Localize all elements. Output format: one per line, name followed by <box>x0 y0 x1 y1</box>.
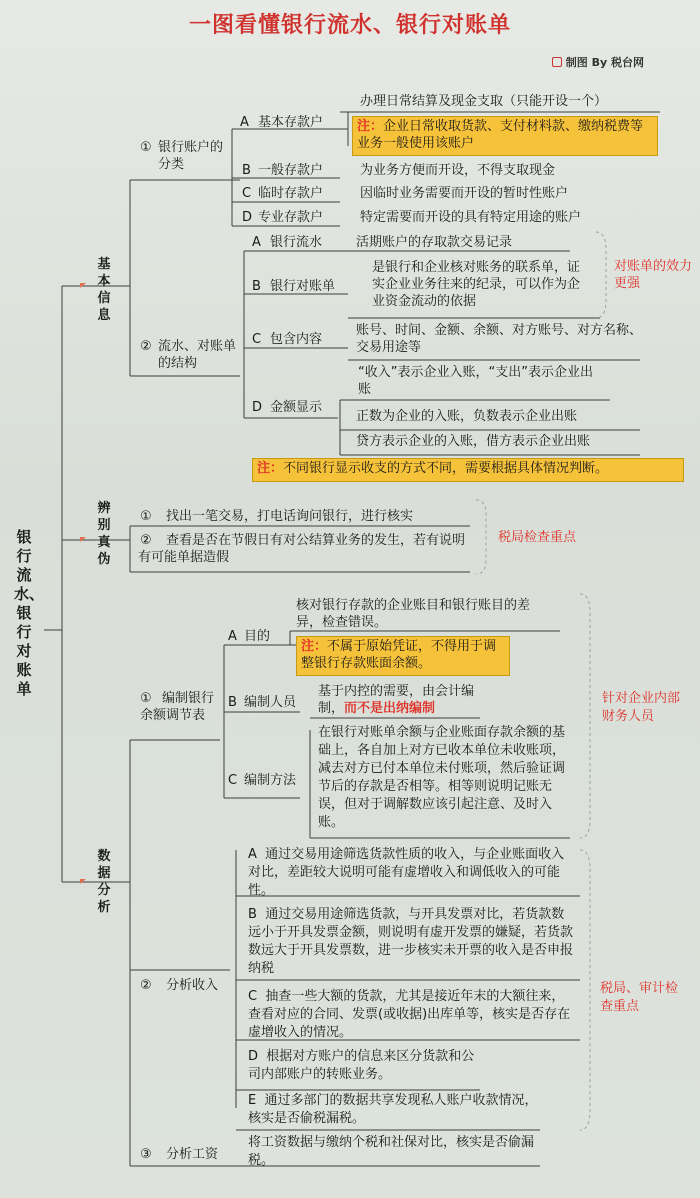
node-bank-statement: 银行对账单 <box>270 279 336 294</box>
desc-preparer-text: 基于内控的需要，由会计编制， <box>318 684 475 716</box>
desc-salary: 将工资数据与缴纳个税和社保对比，核实是否偷漏税。 <box>248 1135 535 1168</box>
income-item-b-text: 通过交易用途筛选货款，与开具发票对比，若货款数远小于开具发票金额，则说明有虚开发票的嫌疑，若货款数远大于开具发票数，进一步核实未开票的收入是否申报纳税 <box>248 907 574 976</box>
desc-basic-account: 办理日常结算及现金支取（只能开设一个） <box>360 94 608 109</box>
desc-preparer <box>318 683 498 717</box>
node-amount-display: 金额显示 <box>270 400 323 415</box>
node-contents: 包含内容 <box>270 332 323 347</box>
node-salary: 分析工资 <box>166 1147 219 1162</box>
desc-temp-account: 因临时业务需要而开设的暂时性账户 <box>360 186 569 201</box>
letter-c: C <box>242 186 252 201</box>
desc-preparer-emphasis: 而不是出纳编制 <box>344 701 436 716</box>
letter-b: B <box>242 163 251 178</box>
income-item-d <box>248 1048 478 1084</box>
num-v1: ① <box>140 509 152 524</box>
node-method: 编制方法 <box>244 773 297 788</box>
note-amount-display <box>252 458 684 482</box>
desc-amount-2: 正数为企业的入账，负数表示企业出账 <box>356 409 578 424</box>
credit-text: 制图 By 税台网 <box>565 56 644 69</box>
side-note-statement: 对账单的效力更强 <box>614 259 693 291</box>
letter-d: D <box>248 1049 259 1064</box>
flag-icon <box>80 283 86 288</box>
credit-label <box>552 54 644 70</box>
letter-a: A <box>228 629 237 644</box>
branch-verify: 辨别真伪 <box>97 501 111 567</box>
letter-c: C <box>248 989 258 1004</box>
logo-icon <box>552 57 562 67</box>
income-item-a <box>248 846 574 900</box>
node-account-types: 银行账户的分类 <box>158 140 224 172</box>
node-goal: 目的 <box>244 629 271 644</box>
income-item-c <box>248 988 574 1042</box>
letter-a: A <box>252 235 261 250</box>
letter-d: D <box>242 210 253 225</box>
desc-amount-1: “收入”表示企业入账，“支出”表示企业出账 <box>358 365 593 397</box>
letter-e: E <box>248 1093 257 1108</box>
letter-c: C <box>252 332 262 347</box>
node-general-account: 一般存款户 <box>258 163 324 178</box>
side-note-internal: 针对企业内部财务人员 <box>602 691 681 724</box>
node-basic-account: 基本存款户 <box>258 115 324 130</box>
income-item-e-text: 通过多部门的数据共享发现私人账户收款情况，核实是否偷税漏税。 <box>248 1093 538 1126</box>
branch-analysis: 数据分析 <box>97 849 111 915</box>
desc-bank-statement: 是银行和企业核对账务的联系单，证实企业业务往来的纪录，可以作为企业资金流动的依据 <box>372 260 581 309</box>
note-goal <box>296 636 510 676</box>
income-item-a-text: 通过交易用途筛选货款性质的收入，与企业账面收入对比，差距较大说明可能有虚增收入和调低收入的可能性。 <box>248 847 565 898</box>
letter-a: A <box>248 847 257 862</box>
desc-goal: 核对银行存款的企业账目和银行账目的差异，检查错误。 <box>296 598 531 630</box>
node-bank-flow: 银行流水 <box>270 235 323 250</box>
branch-basic-info: 基本信息 <box>97 257 111 323</box>
verify-item-2: 查看是否在节假日有对公结算业务的发生，若有说明有可能单据造假 <box>138 533 466 565</box>
verify-item-1: 找出一笔交易，打电话询问银行，进行核实 <box>166 509 414 524</box>
side-note-verify: 税局检查重点 <box>498 530 577 545</box>
income-item-d-text: 根据对方账户的信息来区分货款和公司内部账户的转账业务。 <box>248 1049 475 1082</box>
flag-icon <box>80 879 86 884</box>
side-note-audit: 税局、审计检查重点 <box>600 981 679 1014</box>
note-prefix: 注： <box>357 119 384 134</box>
letter-b: B <box>252 279 261 294</box>
note-text: 不属于原始凭证，不得用于调整银行存款账面余额。 <box>301 639 497 671</box>
letter-b: B <box>248 907 257 922</box>
node-temp-account: 临时存款户 <box>258 186 324 201</box>
income-item-e <box>248 1092 538 1128</box>
node-income: 分析收入 <box>166 978 219 993</box>
desc-contents: 账号、时间、金额、余额、对方账号、对方名称、交易用途等 <box>356 323 643 355</box>
desc-amount-3: 贷方表示企业的入账，借方表示企业出账 <box>356 434 591 449</box>
node-reconciliation: 编制银行余额调节表 <box>140 691 215 723</box>
note-text: 不同银行显示收支的方式不同，需要根据具体情况判断。 <box>283 461 609 476</box>
income-item-b <box>248 906 574 978</box>
node-preparer: 编制人员 <box>244 695 297 710</box>
num-a2: ② <box>140 978 152 993</box>
desc-general-account: 为业务方便而开设，不得支取现金 <box>360 163 556 178</box>
letter-c: C <box>228 773 238 788</box>
node-special-account: 专业存款户 <box>258 210 324 225</box>
desc-special-account: 特定需要而开设的具有特定用途的账户 <box>360 210 582 225</box>
num-a3: ③ <box>140 1147 152 1162</box>
num-a1: ① <box>140 691 152 706</box>
root-node: 银行流水、银行对账单 <box>14 528 45 698</box>
node-structure: 流水、对账单的结构 <box>158 339 237 371</box>
desc-bank-flow: 活期账户的存取款交易记录 <box>356 235 513 250</box>
flag-icon <box>80 537 86 542</box>
letter-b: B <box>228 695 237 710</box>
letter-a: A <box>240 115 249 130</box>
num-s2: ② <box>140 339 152 354</box>
note-text: 企业日常收取货款、支付材料款、缴纳税费等业务一般使用该账户 <box>357 119 644 151</box>
desc-method: 在银行对账单余额与企业账面存款余额的基础上，各自加上对方已收本单位未收账项，减去对方已付本单位未付账项，然后验证调节后的存款是否相等。相等则说明记账无误，但对于调解数应该引起注意、及时入账。 <box>318 725 566 830</box>
note-prefix: 注： <box>301 639 328 654</box>
num-s1: ① <box>140 140 152 155</box>
note-prefix: 注： <box>257 461 284 476</box>
letter-d: D <box>252 400 263 415</box>
page-title: 一图看懂银行流水、银行对账单 <box>188 13 511 38</box>
note-basic-account <box>352 116 658 156</box>
num-v2: ② <box>140 533 152 548</box>
income-item-c-text: 抽查一些大额的货款，尤其是接近年末的大额往来，查看对应的合同、发票(或收据)出库单等，核实是否存在虚增收入的情况。 <box>248 989 571 1040</box>
